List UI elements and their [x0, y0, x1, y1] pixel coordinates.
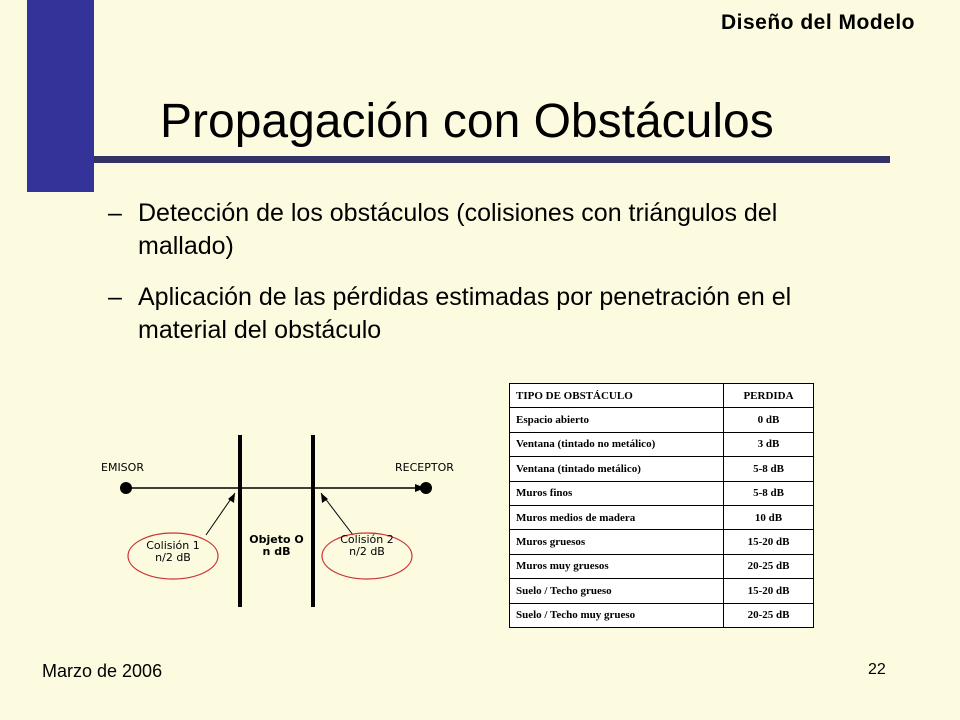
title-underline: [94, 156, 890, 163]
slide-title: Propagación con Obstáculos: [160, 95, 774, 148]
bullet-item: [108, 281, 798, 347]
obstacle-wall-2: [311, 435, 315, 607]
loss-cell: 10 dB: [724, 505, 814, 529]
table-row: [510, 554, 814, 578]
diagram-graphic: [95, 425, 470, 615]
bullet-dash: –: [108, 283, 122, 311]
receiver-node: [420, 482, 432, 494]
page-number: 22: [868, 661, 886, 678]
table-row: [510, 481, 814, 505]
section-label: Diseño del Modelo: [720, 11, 915, 34]
loss-cell: 20-25 dB: [724, 554, 814, 578]
obstacle-wall-1: [238, 435, 242, 607]
collision-2-title: Colisión 2: [340, 533, 394, 546]
obstacle-type-cell: Suelo / Techo grueso: [510, 579, 724, 603]
bullet-text: Aplicación de las pérdidas estimadas por penetración en el material del obstáculo: [138, 283, 792, 344]
object-loss: n dB: [262, 545, 291, 558]
loss-cell: 3 dB: [724, 432, 814, 456]
object-title: Objeto O: [249, 533, 304, 546]
collision-1-title: Colisión 1: [146, 539, 200, 552]
emitter-node: [120, 482, 132, 494]
obstacle-type-cell: Muros muy gruesos: [510, 554, 724, 578]
table-row: [510, 603, 814, 627]
bullet-dash: –: [108, 199, 122, 227]
table-row: [510, 457, 814, 481]
obstacle-type-cell: Muros gruesos: [510, 530, 724, 554]
obstacle-type-cell: Espacio abierto: [510, 408, 724, 432]
bullet-item: [108, 197, 798, 263]
footer-date: Marzo de 2006: [42, 661, 163, 681]
header-loss: PERDIDA: [724, 384, 814, 408]
loss-cell: 0 dB: [724, 408, 814, 432]
table-row: [510, 408, 814, 432]
receiver-label: RECEPTOR: [395, 461, 454, 474]
header-obstacle-type: TIPO DE OBSTÁCULO: [510, 384, 724, 408]
obstacle-type-cell: Muros finos: [510, 481, 724, 505]
loss-cell: 15-20 dB: [724, 530, 814, 554]
loss-cell: 20-25 dB: [724, 603, 814, 627]
obstacle-type-cell: Ventana (tintado no metálico): [510, 432, 724, 456]
loss-cell: 15-20 dB: [724, 579, 814, 603]
table-row: [510, 579, 814, 603]
collision-1-text: [133, 540, 213, 564]
obstacle-diagram: [95, 425, 470, 615]
decorative-side-bar: [27, 0, 94, 192]
bullet-text: Detección de los obstáculos (colisiones con triángulos del mallado): [138, 199, 778, 260]
table-row: [510, 432, 814, 456]
object-text: [239, 534, 314, 558]
table-row: [510, 505, 814, 529]
bullet-list: [108, 197, 798, 365]
obstacle-loss-table: [509, 383, 814, 628]
obstacle-type-cell: Ventana (tintado metálico): [510, 457, 724, 481]
loss-cell: 5-8 dB: [724, 481, 814, 505]
obstacle-type-cell: Suelo / Techo muy grueso: [510, 603, 724, 627]
collision-2-loss: n/2 dB: [349, 545, 385, 558]
table-row: [510, 530, 814, 554]
table-header-row: [510, 384, 814, 408]
collision-1-loss: n/2 dB: [155, 551, 191, 564]
obstacle-type-cell: Muros medios de madera: [510, 505, 724, 529]
emitter-label: EMISOR: [101, 461, 144, 474]
loss-cell: 5-8 dB: [724, 457, 814, 481]
collision-2-text: [327, 534, 407, 558]
